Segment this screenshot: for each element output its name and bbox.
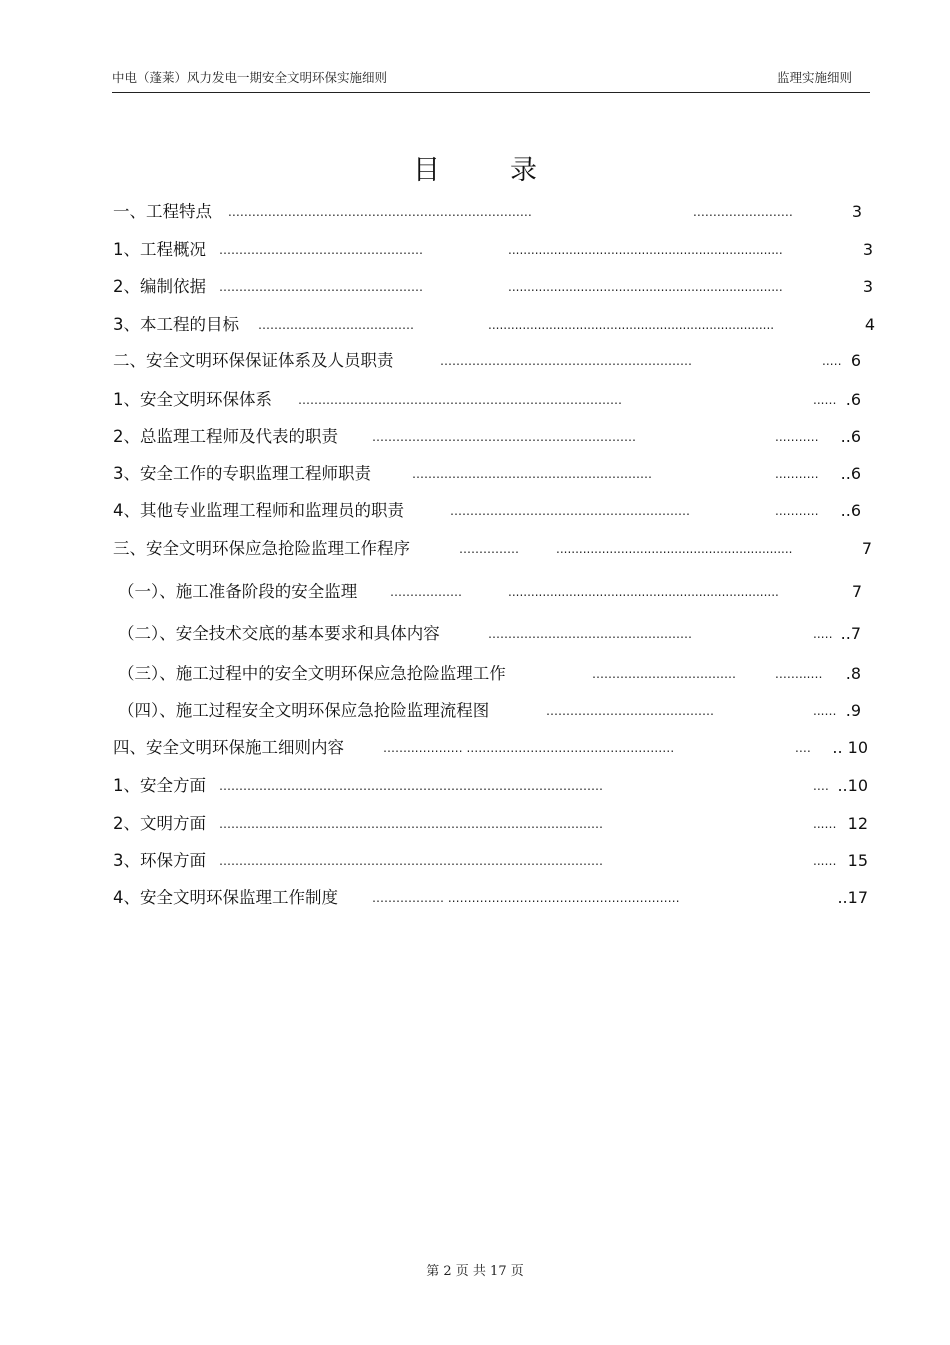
toc-entry-leader: ...........................................................................	[488, 318, 775, 332]
toc-entry-leader: ..…	[813, 627, 833, 641]
toc-entry-leader: ...…	[813, 817, 837, 831]
toc-title: 目录	[413, 155, 607, 186]
toc-entry-page: ..6	[840, 427, 861, 446]
toc-entry-leader: ……………………………………………………………………………………	[219, 779, 603, 793]
toc-entry-leader: ………………	[390, 585, 462, 599]
toc-entry-leader: ……………………………………………………	[412, 467, 652, 481]
toc-entry-label: 2、文明方面	[113, 814, 206, 833]
toc-entry-page: 15	[847, 851, 868, 870]
toc-entry-page: ..6	[840, 464, 861, 483]
toc-entry[interactable]	[0, 425, 950, 449]
header-document-type: 监理实施细则	[776, 70, 852, 85]
toc-entry-page: .6	[845, 390, 861, 409]
toc-entry[interactable]	[0, 388, 950, 412]
toc-entry-leader: ………………………………	[592, 667, 736, 681]
toc-entry[interactable]	[0, 622, 950, 646]
toc-entry-leader: ……………………………………………	[219, 243, 423, 257]
toc-entry-leader: ..………	[775, 504, 819, 518]
toc-entry-leader: .……………………	[693, 205, 793, 219]
toc-entry-page: ..7	[840, 624, 861, 643]
toc-entry-page: 7	[861, 539, 872, 558]
toc-entry-leader: ........................................................................	[508, 243, 783, 257]
toc-entry-label: 3、环保方面	[113, 851, 206, 870]
toc-entry-page: 3	[851, 202, 862, 221]
toc-entry-leader: ……………………………………………………………………………………	[219, 854, 603, 868]
header-document-title: 中电（蓬莱）风力发电一期安全文明环保实施细则	[112, 70, 388, 85]
toc-entry-page: ..17	[837, 888, 868, 907]
toc-entry[interactable]	[0, 238, 950, 262]
toc-entry[interactable]	[0, 275, 950, 299]
toc-entry[interactable]	[0, 537, 950, 561]
toc-entry-leader: ……………… .…………………………………………………	[372, 891, 680, 905]
toc-entry[interactable]	[0, 849, 950, 873]
toc-entry-label: 4、其他专业监理工程师和监理员的职责	[113, 501, 404, 520]
toc-entry-leader: ……………	[459, 542, 519, 556]
toc-entry-leader: ...…	[813, 393, 837, 407]
toc-entry-page: 6	[850, 351, 861, 370]
toc-entry[interactable]	[0, 736, 950, 760]
toc-entry-label: 一、工程特点	[113, 202, 212, 221]
toc-entry-label: （四）、施工过程安全文明环保应急抢险监理流程图	[118, 701, 490, 720]
toc-entry-label: 3、本工程的目标	[113, 315, 239, 334]
toc-entry-leader: ……………………………………	[546, 704, 714, 718]
toc-entry-page: 4	[864, 315, 875, 334]
toc-entry-label: （二）、安全技术交底的基本要求和具体内容	[118, 624, 440, 643]
toc-entry-page: 3	[862, 240, 873, 259]
toc-entry-label: 4、安全文明环保监理工作制度	[113, 888, 338, 907]
toc-entry-label: 二、安全文明环保保证体系及人员职责	[113, 351, 394, 370]
toc-entry-leader: ........................................................................	[508, 280, 783, 294]
toc-entry[interactable]	[0, 699, 950, 723]
toc-entry-label: 三、安全文明环保应急抢险监理工作程序	[113, 539, 410, 558]
toc-entry-label: （三）、施工过程中的安全文明环保应急抢险监理工作	[118, 664, 506, 683]
toc-entry-leader: …………………………………	[258, 318, 414, 332]
toc-entry-leader: ...…	[813, 704, 837, 718]
toc-entry[interactable]	[0, 349, 950, 373]
toc-entry-leader: ……………………………………………	[488, 627, 692, 641]
page-header	[112, 66, 870, 93]
toc-entry-leader: ..............................................................	[556, 542, 793, 556]
toc-entry-leader: ……..………… .……………………………………………	[383, 741, 675, 755]
toc-entry-label: 1、安全方面	[113, 776, 206, 795]
toc-entry-page: .9	[845, 701, 861, 720]
toc-entry-leader: ..…	[822, 354, 842, 368]
toc-entry-leader: .......................................................................	[508, 585, 779, 599]
toc-entry-leader: ...…	[813, 854, 837, 868]
toc-entry[interactable]	[0, 313, 950, 337]
toc-entry-label: 3、安全工作的专职监理工程师职责	[113, 464, 371, 483]
toc-entry-leader: .…	[795, 741, 811, 755]
toc-entry-leader: ..………	[775, 467, 819, 481]
toc-entry[interactable]	[0, 774, 950, 798]
toc-entry-page: ..10	[837, 776, 868, 795]
toc-entry-leader: ……………………………………………	[219, 280, 423, 294]
toc-entry[interactable]	[0, 499, 950, 523]
toc-entry-page: .. 10	[832, 738, 868, 757]
toc-entry[interactable]	[0, 812, 950, 836]
toc-entry-leader: .…………………………………………………………………	[228, 205, 532, 219]
toc-entry-label: （一）、施工准备阶段的安全监理	[118, 582, 358, 601]
toc-entry-page: ..6	[840, 501, 861, 520]
toc-entry[interactable]	[0, 886, 950, 910]
toc-entry-label: 四、安全文明环保施工细则内容	[113, 738, 344, 757]
toc-entry-leader: ..………	[775, 430, 819, 444]
toc-entry-leader: ………………………………………………………………………	[298, 393, 622, 407]
toc-entry-leader: .……..…	[775, 667, 823, 681]
toc-entry[interactable]	[0, 662, 950, 686]
toc-entry-leader: ……………………………………………………	[450, 504, 690, 518]
toc-entry-leader: ……………………………………………………………………………………	[219, 817, 603, 831]
toc-entry[interactable]	[0, 462, 950, 486]
toc-entry-leader: …………………………………………………………	[372, 430, 636, 444]
toc-entry[interactable]	[0, 580, 950, 604]
toc-entry-leader: ………………………………………………………	[440, 354, 692, 368]
page-footer-number: 第 2 页 共 17 页	[426, 1264, 524, 1279]
toc-entry-label: 2、编制依据	[113, 277, 206, 296]
toc-entry-label: 2、总监理工程师及代表的职责	[113, 427, 338, 446]
toc-entry-leader: .…	[813, 779, 829, 793]
toc-entry-label: 1、工程概况	[113, 240, 206, 259]
toc-entry-page: 12	[847, 814, 868, 833]
toc-entry-page: 3	[862, 277, 873, 296]
toc-entry-label: 1、安全文明环保体系	[113, 390, 272, 409]
toc-entry-page: 7	[851, 582, 862, 601]
toc-entry-page: .8	[845, 664, 861, 683]
toc-entry[interactable]	[0, 200, 950, 224]
